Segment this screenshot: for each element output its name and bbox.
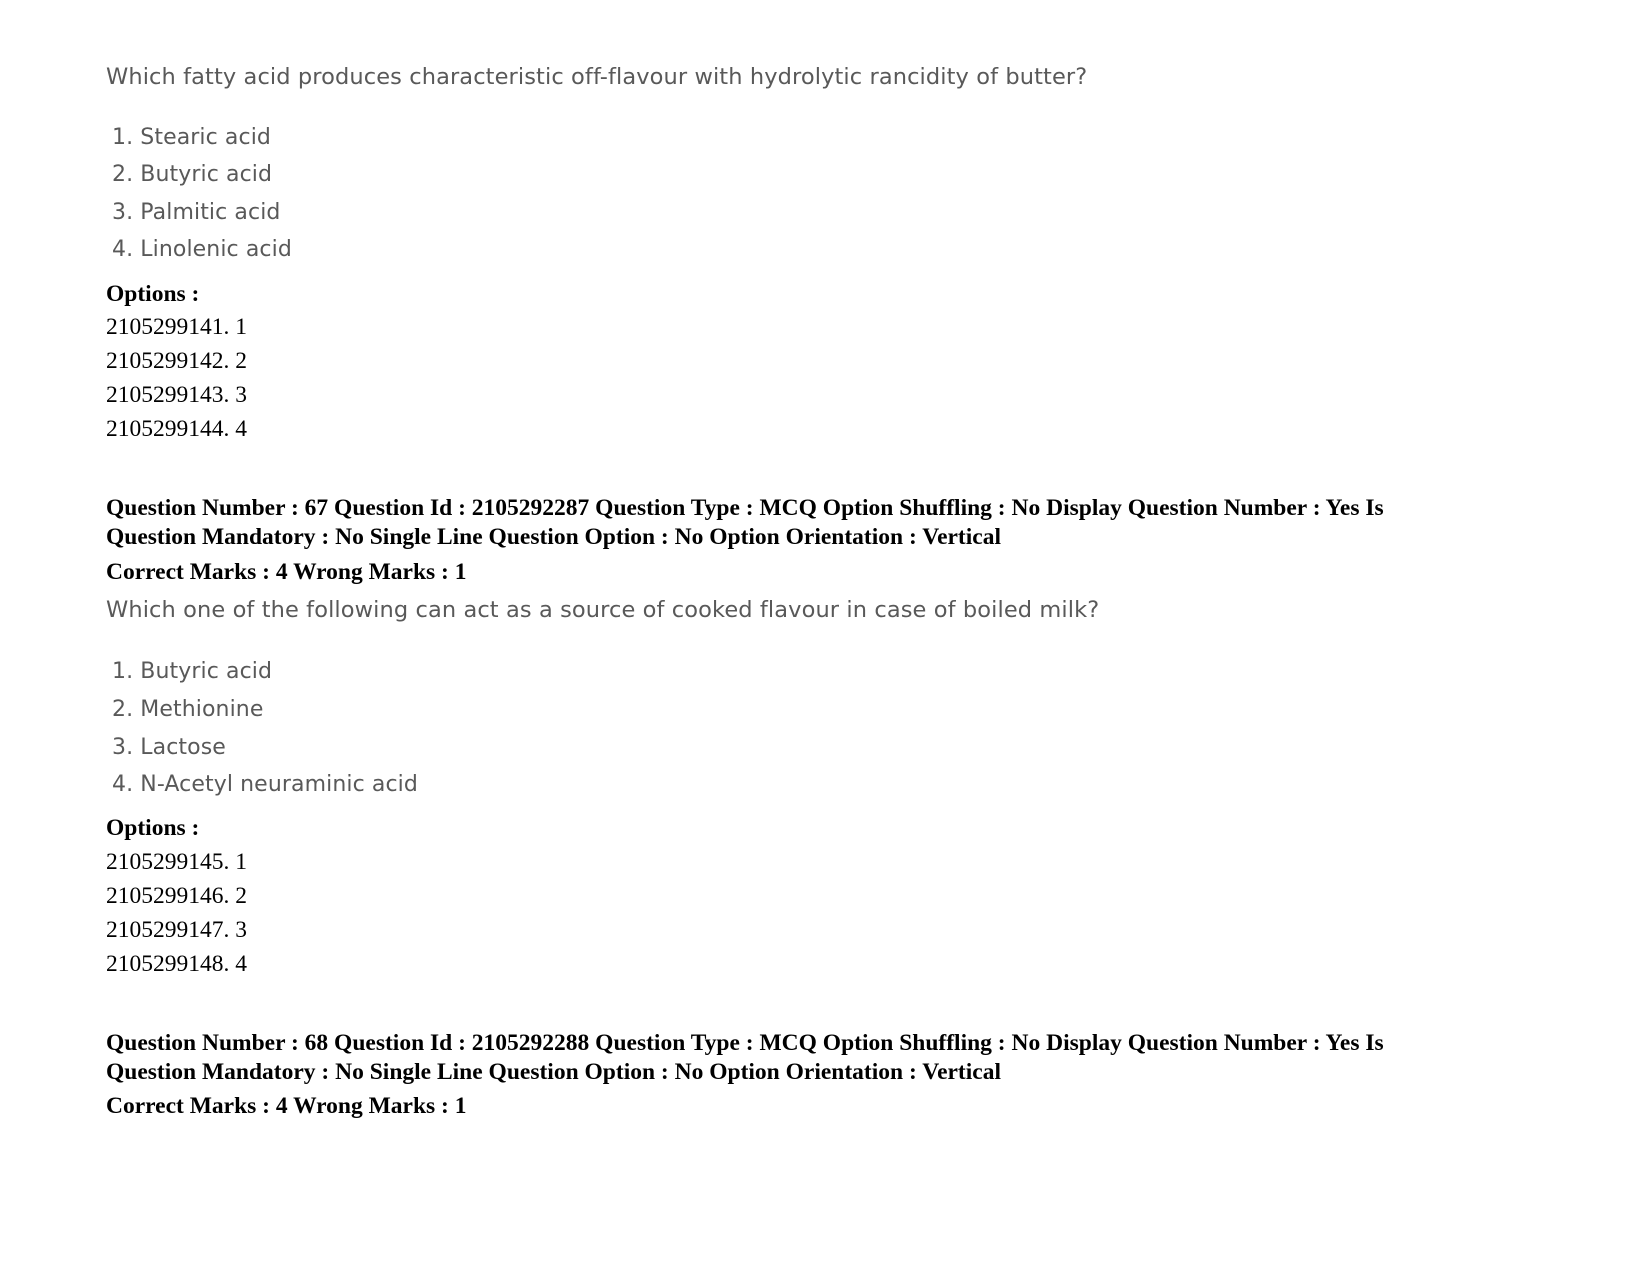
- question-68-meta-line-1: Question Number : 68 Question Id : 2105292288 Question Type : MCQ Option Shuffling : No Display Question Number : Yes Is: [106, 1030, 1384, 1056]
- question-67-choice-4: 4. N-Acetyl neuraminic acid: [112, 772, 418, 797]
- question-66-option-3: 2105299143. 3: [106, 382, 247, 408]
- question-67-meta-line-2: Question Mandatory : No Single Line Question Option : No Option Orientation : Vertical: [106, 524, 1001, 550]
- question-66-choice-4: 4. Linolenic acid: [112, 237, 292, 262]
- question-67-choice-1: 1. Butyric acid: [112, 659, 273, 684]
- question-66-options-label: Options :: [106, 281, 200, 307]
- question-66-choice-2: 2. Butyric acid: [112, 162, 273, 187]
- question-67-choice-3: 3. Lactose: [112, 735, 226, 760]
- question-67-option-2: 2105299146. 2: [106, 883, 247, 909]
- question-68-marks: Correct Marks : 4 Wrong Marks : 1: [106, 1093, 467, 1119]
- question-67-marks: Correct Marks : 4 Wrong Marks : 1: [106, 559, 467, 585]
- question-67-options-label: Options :: [106, 815, 200, 841]
- question-68-meta-line-2: Question Mandatory : No Single Line Question Option : No Option Orientation : Vertical: [106, 1059, 1001, 1085]
- question-67-choice-2: 2. Methionine: [112, 697, 264, 722]
- question-66-choice-1: 1. Stearic acid: [112, 125, 271, 150]
- question-66-option-4: 2105299144. 4: [106, 416, 247, 442]
- question-66-option-1: 2105299141. 1: [106, 314, 247, 340]
- question-67-stem: Which one of the following can act as a source of cooked flavour in case of boiled milk?: [106, 597, 1100, 623]
- question-66-option-2: 2105299142. 2: [106, 348, 247, 374]
- question-67-option-1: 2105299145. 1: [106, 849, 247, 875]
- question-67-option-3: 2105299147. 3: [106, 917, 247, 943]
- question-66-choice-3: 3. Palmitic acid: [112, 200, 281, 225]
- question-66-stem: Which fatty acid produces characteristic off-flavour with hydrolytic rancidity of butter?: [106, 64, 1088, 90]
- question-67-option-4: 2105299148. 4: [106, 951, 247, 977]
- question-67-meta-line-1: Question Number : 67 Question Id : 2105292287 Question Type : MCQ Option Shuffling : No Display Question Number : Yes Is: [106, 495, 1384, 521]
